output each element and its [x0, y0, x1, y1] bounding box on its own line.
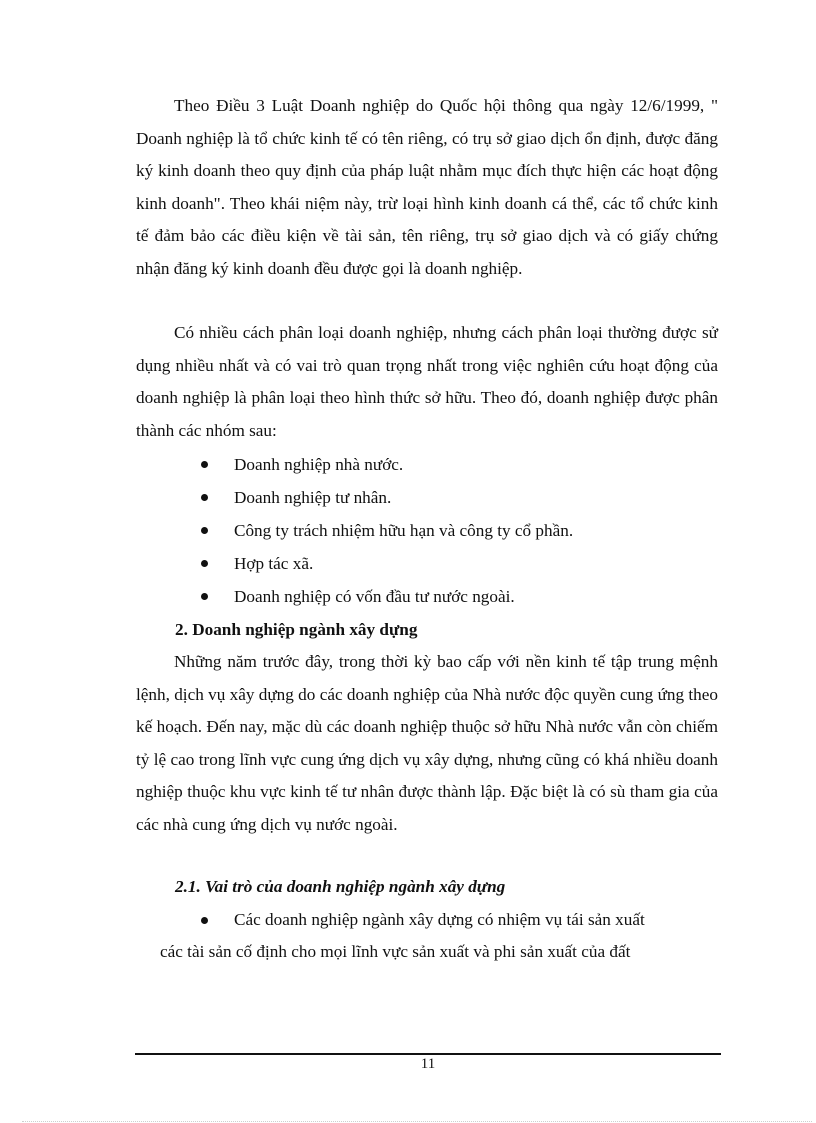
section-heading-2-1: 2.1. Vai trò của doanh nghiệp ngành xây dựng [175, 877, 506, 896]
section-heading-2: 2. Doanh nghiệp ngành xây dựng [175, 620, 418, 639]
paragraph-classification: Có nhiều cách phân loại doanh nghiệp, nhưng cách phân loại thường được sử dụng nhiều nhất và có vai trò quan trọng nhất trong việc nghiên cứu hoạt động của doanh nghiệp là phân loại theo hình thức sở hữu. Theo đó, doanh nghiệp được phân thành các nhóm sau: [136, 323, 718, 440]
bullet-icon [201, 494, 208, 501]
bullet-icon [201, 560, 208, 567]
bullet-icon [201, 917, 208, 924]
bullet-icon [201, 461, 208, 468]
document-page: Theo Điều 3 Luật Doanh nghiệp do Quốc hội thông qua ngày 12/6/1999, " Doanh nghiệp là tổ chức kinh tế có tên riêng, có trụ sở giao dịch ổn định, được đăng ký kinh doanh theo quy định của pháp luật nhằm mục đích thực hiện các hoạt động kinh doanh". Theo khái niệm này, trừ loại hình kinh doanh cá thể, các tổ chức kinh tế đảm bảo các điều kiện về tài sản, tên riêng, trụ sở giao dịch và có giấy chứng nhận đăng ký kinh doanh đều được gọi là doanh nghiệp. Có nhiều cách phân loại doanh nghiệp, nhưng cách phân loại thường được sử dụng nhiều nhất và có vai trò quan trọng nhất trong việc nghiên cứu hoạt động của doanh nghiệp là phân loại theo hình thức sở hữu. Theo đó, doanh nghiệp được phân thành các nhóm sau: Doanh nghiệp nhà nước. Doanh nghiệp tư nhân. Công ty trách nhiệm hữu hạn và công ty cổ phần. Hợp tác xã. Doanh nghiệp có vốn đầu tư nước ngoài. 2. Doanh nghiệp ngành xây dựng Những năm trước đây, trong thời kỳ bao cấp với nền kinh tế tập trung mệnh lệnh, dịch vụ xây dựng do các doanh nghiệp của Nhà nước độc quyền cung ứng theo kế hoạch. Đến nay, mặc dù các doanh nghiệp thuộc sở hữu Nhà nước vẫn còn chiếm tỷ lệ cao trong lĩnh vực cung ứng dịch vụ xây dựng, nhưng cũng có khá nhiều doanh nghiệp thuộc khu vực kinh tế tư nhân được thành lập. Đặc biệt là có sù tham gia của các nhà cung ứng dịch vụ nước ngoài. 2.1. Vai trò của doanh nghiệp ngành xây dựng Các doanh nghiệp ngành xây dựng có nhiệm vụ tái sản xuất các tài sản cố định cho mọi lĩnh vực sản xuất và phi sản xuất của đất 11 [0, 0, 816, 1123]
role-bullet-line-1: Các doanh nghiệp ngành xây dựng có nhiệm vụ tái sản xuất [234, 910, 645, 929]
bullet-icon [201, 593, 208, 600]
paragraph-construction-history: Những năm trước đây, trong thời kỳ bao cấp với nền kinh tế tập trung mệnh lệnh, dịch vụ xây dựng do các doanh nghiệp của Nhà nước độc quyền cung ứng theo kế hoạch. Đến nay, mặc dù các doanh nghiệp thuộc sở hữu Nhà nước vẫn còn chiếm tỷ lệ cao trong lĩnh vực cung ứng dịch vụ xây dựng, nhưng cũng có khá nhiều doanh nghiệp thuộc khu vực kinh tế tư nhân được thành lập. Đặc biệt là có sù tham gia của các nhà cung ứng dịch vụ nước ngoài. [136, 652, 718, 834]
paragraph-definition: Theo Điều 3 Luật Doanh nghiệp do Quốc hội thông qua ngày 12/6/1999, " Doanh nghiệp là tổ chức kinh tế có tên riêng, có trụ sở giao dịch ổn định, được đăng ký kinh doanh theo quy định của pháp luật nhằm mục đích thực hiện các hoạt động kinh doanh". Theo khái niệm này, trừ loại hình kinh doanh cá thể, các tổ chức kinh tế đảm bảo các điều kiện về tài sản, tên riêng, trụ sở giao dịch và có giấy chứng nhận đăng ký kinh doanh đều được gọi là doanh nghiệp. [136, 96, 718, 278]
bullet-icon [201, 527, 208, 534]
role-bullet-item [160, 904, 718, 968]
role-bullet-line-2: các tài sản cố định cho mọi lĩnh vực sản xuất và phi sản xuất của đất [160, 942, 631, 961]
page-number: 11 [420, 1056, 436, 1072]
